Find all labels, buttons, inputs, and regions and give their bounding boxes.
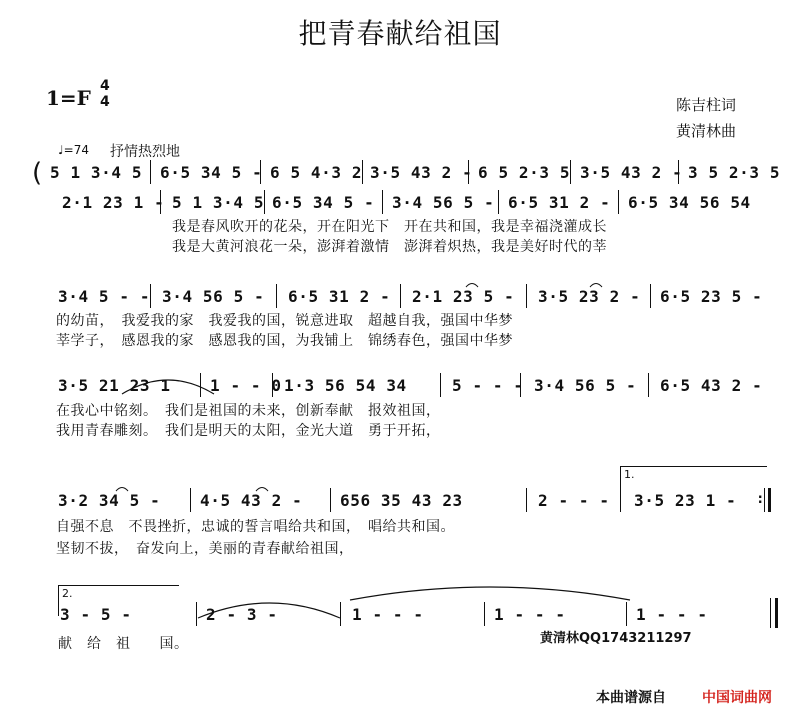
volta-2-number: 2. [62, 587, 73, 600]
lyric-verse-2: 我用青春雕刻。 我们是明天的太阳，金光大道 勇于开拓， [56, 423, 441, 439]
lyric-verse-1: 的幼苗， 我爱我的家 我爱我的国，锐意进取 超越自我，强国中华梦 [56, 313, 513, 329]
measure: 3·4 5 - - [58, 287, 151, 306]
measure: 6 5 2·3 5 [478, 163, 571, 182]
measure: 3·5 21 23 1 [58, 376, 171, 395]
measure: 1 - - - [352, 605, 424, 624]
repeat-dots-glyph: : [756, 491, 766, 507]
measure: 3·2 34 5 - [58, 491, 161, 510]
measure: 656 35 43 23 [340, 491, 463, 510]
measure: 1·3 56 54 34 [284, 376, 407, 395]
measure: 2·1 23 5 - [412, 287, 515, 306]
lyric-verse-1: 自强不息 不畏挫折，忠诚的誓言唱给共和国， 唱给共和国。 [56, 519, 455, 535]
lyric-verse-2: 莘学子， 感恩我的家 感恩我的国，为我铺上 锦绣春色，强国中华梦 [56, 333, 513, 349]
key-signature: 1=F [46, 86, 91, 110]
lyric-verse-1: 我是春风吹开的花朵，开在阳光下 开在共和国，我是幸福浇灌成长 [172, 219, 607, 235]
watermark-text: 黄清林QQ1743211297 [540, 631, 692, 646]
lyric-verse-2: 坚韧不拔， 奋发向上，美丽的青春献给祖国， [56, 541, 354, 557]
measure: 6·5 31 2 - [288, 287, 391, 306]
measure: 3·5 43 2 - [370, 163, 473, 182]
measure: 1 - - 0 [210, 376, 282, 395]
volta-1-number: 1. [624, 468, 635, 481]
source-label: 本曲谱源自 [596, 690, 666, 706]
measure: 4·5 43 2 - [200, 491, 303, 510]
lyric-verse-2: 我是大黄河浪花一朵，澎湃着激情 澎湃着炽热，我是美好时代的莘 [172, 239, 607, 255]
measure: 2·1 23 1 - [62, 193, 165, 212]
measure: 6 5 4·3 2 [270, 163, 363, 182]
measure: 5 1 3·4 5 [50, 163, 143, 182]
measure: 6·5 23 5 - [660, 287, 763, 306]
measure: 6·5 34 56 54 [628, 193, 751, 212]
open-paren-glyph: ( [32, 158, 43, 188]
measure: 3 5 2·3 5 [688, 163, 781, 182]
measure: 5 1 3·4 5 [172, 193, 265, 212]
lyricist-credit: 陈吉柱词 [676, 96, 737, 114]
site-link[interactable]: 中国词曲网 [702, 690, 772, 706]
measure: 3 - 5 - [60, 605, 132, 624]
measure: 1 - - - [494, 605, 566, 624]
measure: 6·5 34 5 - [272, 193, 375, 212]
measure: 6·5 43 2 - [660, 376, 763, 395]
lyric-verse-1: 在我心中铭刻。 我们是祖国的未来，创新奉献 报效祖国， [56, 403, 441, 419]
time-bottom: 4 [100, 94, 110, 110]
measure: 3·4 56 5 - [534, 376, 637, 395]
time-top: 4 [100, 78, 110, 94]
measure: 3·5 23 1 - [634, 491, 737, 510]
song-title: 把青春献给祖国 [298, 17, 502, 50]
measure: 6·5 31 2 - [508, 193, 611, 212]
measure: 3·4 56 5 - [392, 193, 495, 212]
measure: 3·5 43 2 - [580, 163, 683, 182]
lyric-verse-1: 献 给 祖 国。 [58, 636, 189, 652]
measure: 5 - - - [452, 376, 524, 395]
measure: 3·5 23 2 - [538, 287, 641, 306]
expression-mark: 抒情热烈地 [110, 144, 180, 160]
measure: 3·4 56 5 - [162, 287, 265, 306]
measure: 6·5 34 5 - [160, 163, 263, 182]
tempo-mark: ♩=74 [58, 143, 89, 157]
measure: 2 - - - [538, 491, 610, 510]
measure: 1 - - - [636, 605, 708, 624]
composer-credit: 黄清林曲 [676, 122, 737, 140]
measure: 2 - 3 - [206, 605, 278, 624]
